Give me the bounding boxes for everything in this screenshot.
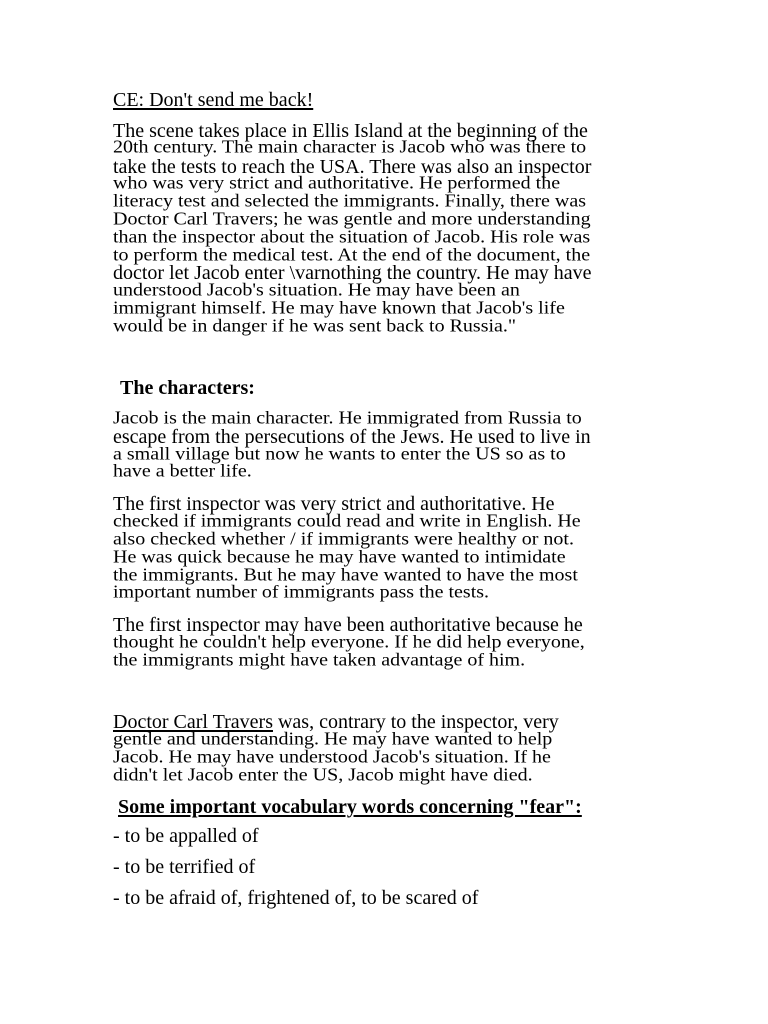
inspector-line: He was quick because he may have wanted to intimidate <box>113 547 566 568</box>
doctor-name: Doctor Carl Travers <box>113 711 273 733</box>
doctor-line: gentle and understanding. He may have wanted to help <box>113 729 553 750</box>
intro-line: literacy test and selected the immigrants. Finally, there was <box>113 191 586 212</box>
inspector2-line: thought he couldn't help everyone. If he did help everyone, <box>113 632 585 653</box>
inspector-line: The first inspector was very strict and authoritative. He <box>113 493 555 515</box>
intro-line: 20th century. The main character is Jacob who was there to <box>113 137 587 158</box>
intro-line: doctor let Jacob enter \varnothing the country. He may have <box>113 262 592 284</box>
inspector-line: the immigrants. But he may have wanted to have the most <box>113 565 578 586</box>
intro-line: who was very strict and authoritative. He performed the <box>113 173 561 194</box>
inspector-line: important number of immigrants pass the tests. <box>113 582 490 603</box>
intro-line: immigrant himself. He may have known that Jacob's life <box>113 298 565 319</box>
intro-line: would be in danger if he was sent back to Russia." <box>113 316 517 337</box>
inspector2-line: the immigrants might have taken advantage of him. <box>113 650 526 671</box>
vocab-item: - to be appalled of <box>113 825 259 847</box>
jacob-line: Jacob is the main character. He immigrated from Russia to <box>113 408 582 429</box>
vocab-item: - to be afraid of, frightened of, to be scared of <box>113 887 479 909</box>
jacob-line: a small village but now he wants to enter the US so as to <box>113 444 566 465</box>
doctor-line: Jacob. He may have understood Jacob's situation. If he <box>113 747 551 768</box>
jacob-line: escape from the persecutions of the Jews. He used to live in <box>113 426 591 448</box>
jacob-line: have a better life. <box>113 461 252 482</box>
inspector-line: also checked whether / if immigrants were healthy or not. <box>113 529 574 550</box>
intro-line: The scene takes place in Ellis Island at the beginning of the <box>113 120 588 142</box>
intro-line: understood Jacob's situation. He may have been an <box>113 280 520 301</box>
inspector-line: checked if immigrants could read and write in English. He <box>113 511 581 532</box>
doctor-line: didn't let Jacob enter the US, Jacob might have died. <box>113 765 533 786</box>
vocab-heading: Some important vocabulary words concerning "fear": <box>118 796 582 818</box>
doctor-first-rest: was, contrary to the inspector, very <box>272 711 559 733</box>
intro-line: to perform the medical test. At the end of the document, the <box>113 245 591 266</box>
vocab-item: - to be terrified of <box>113 856 256 878</box>
intro-line: take the tests to reach the USA. There was also an inspector <box>113 156 592 178</box>
characters-heading: The characters: <box>120 377 255 399</box>
intro-line: than the inspector about the situation of Jacob. His role was <box>113 227 591 248</box>
intro-line: Doctor Carl Travers; he was gentle and more understanding <box>113 209 591 230</box>
document-title: CE: Don't send me back! <box>113 89 314 111</box>
inspector2-line: The first inspector may have been authoritative because he <box>113 614 583 636</box>
